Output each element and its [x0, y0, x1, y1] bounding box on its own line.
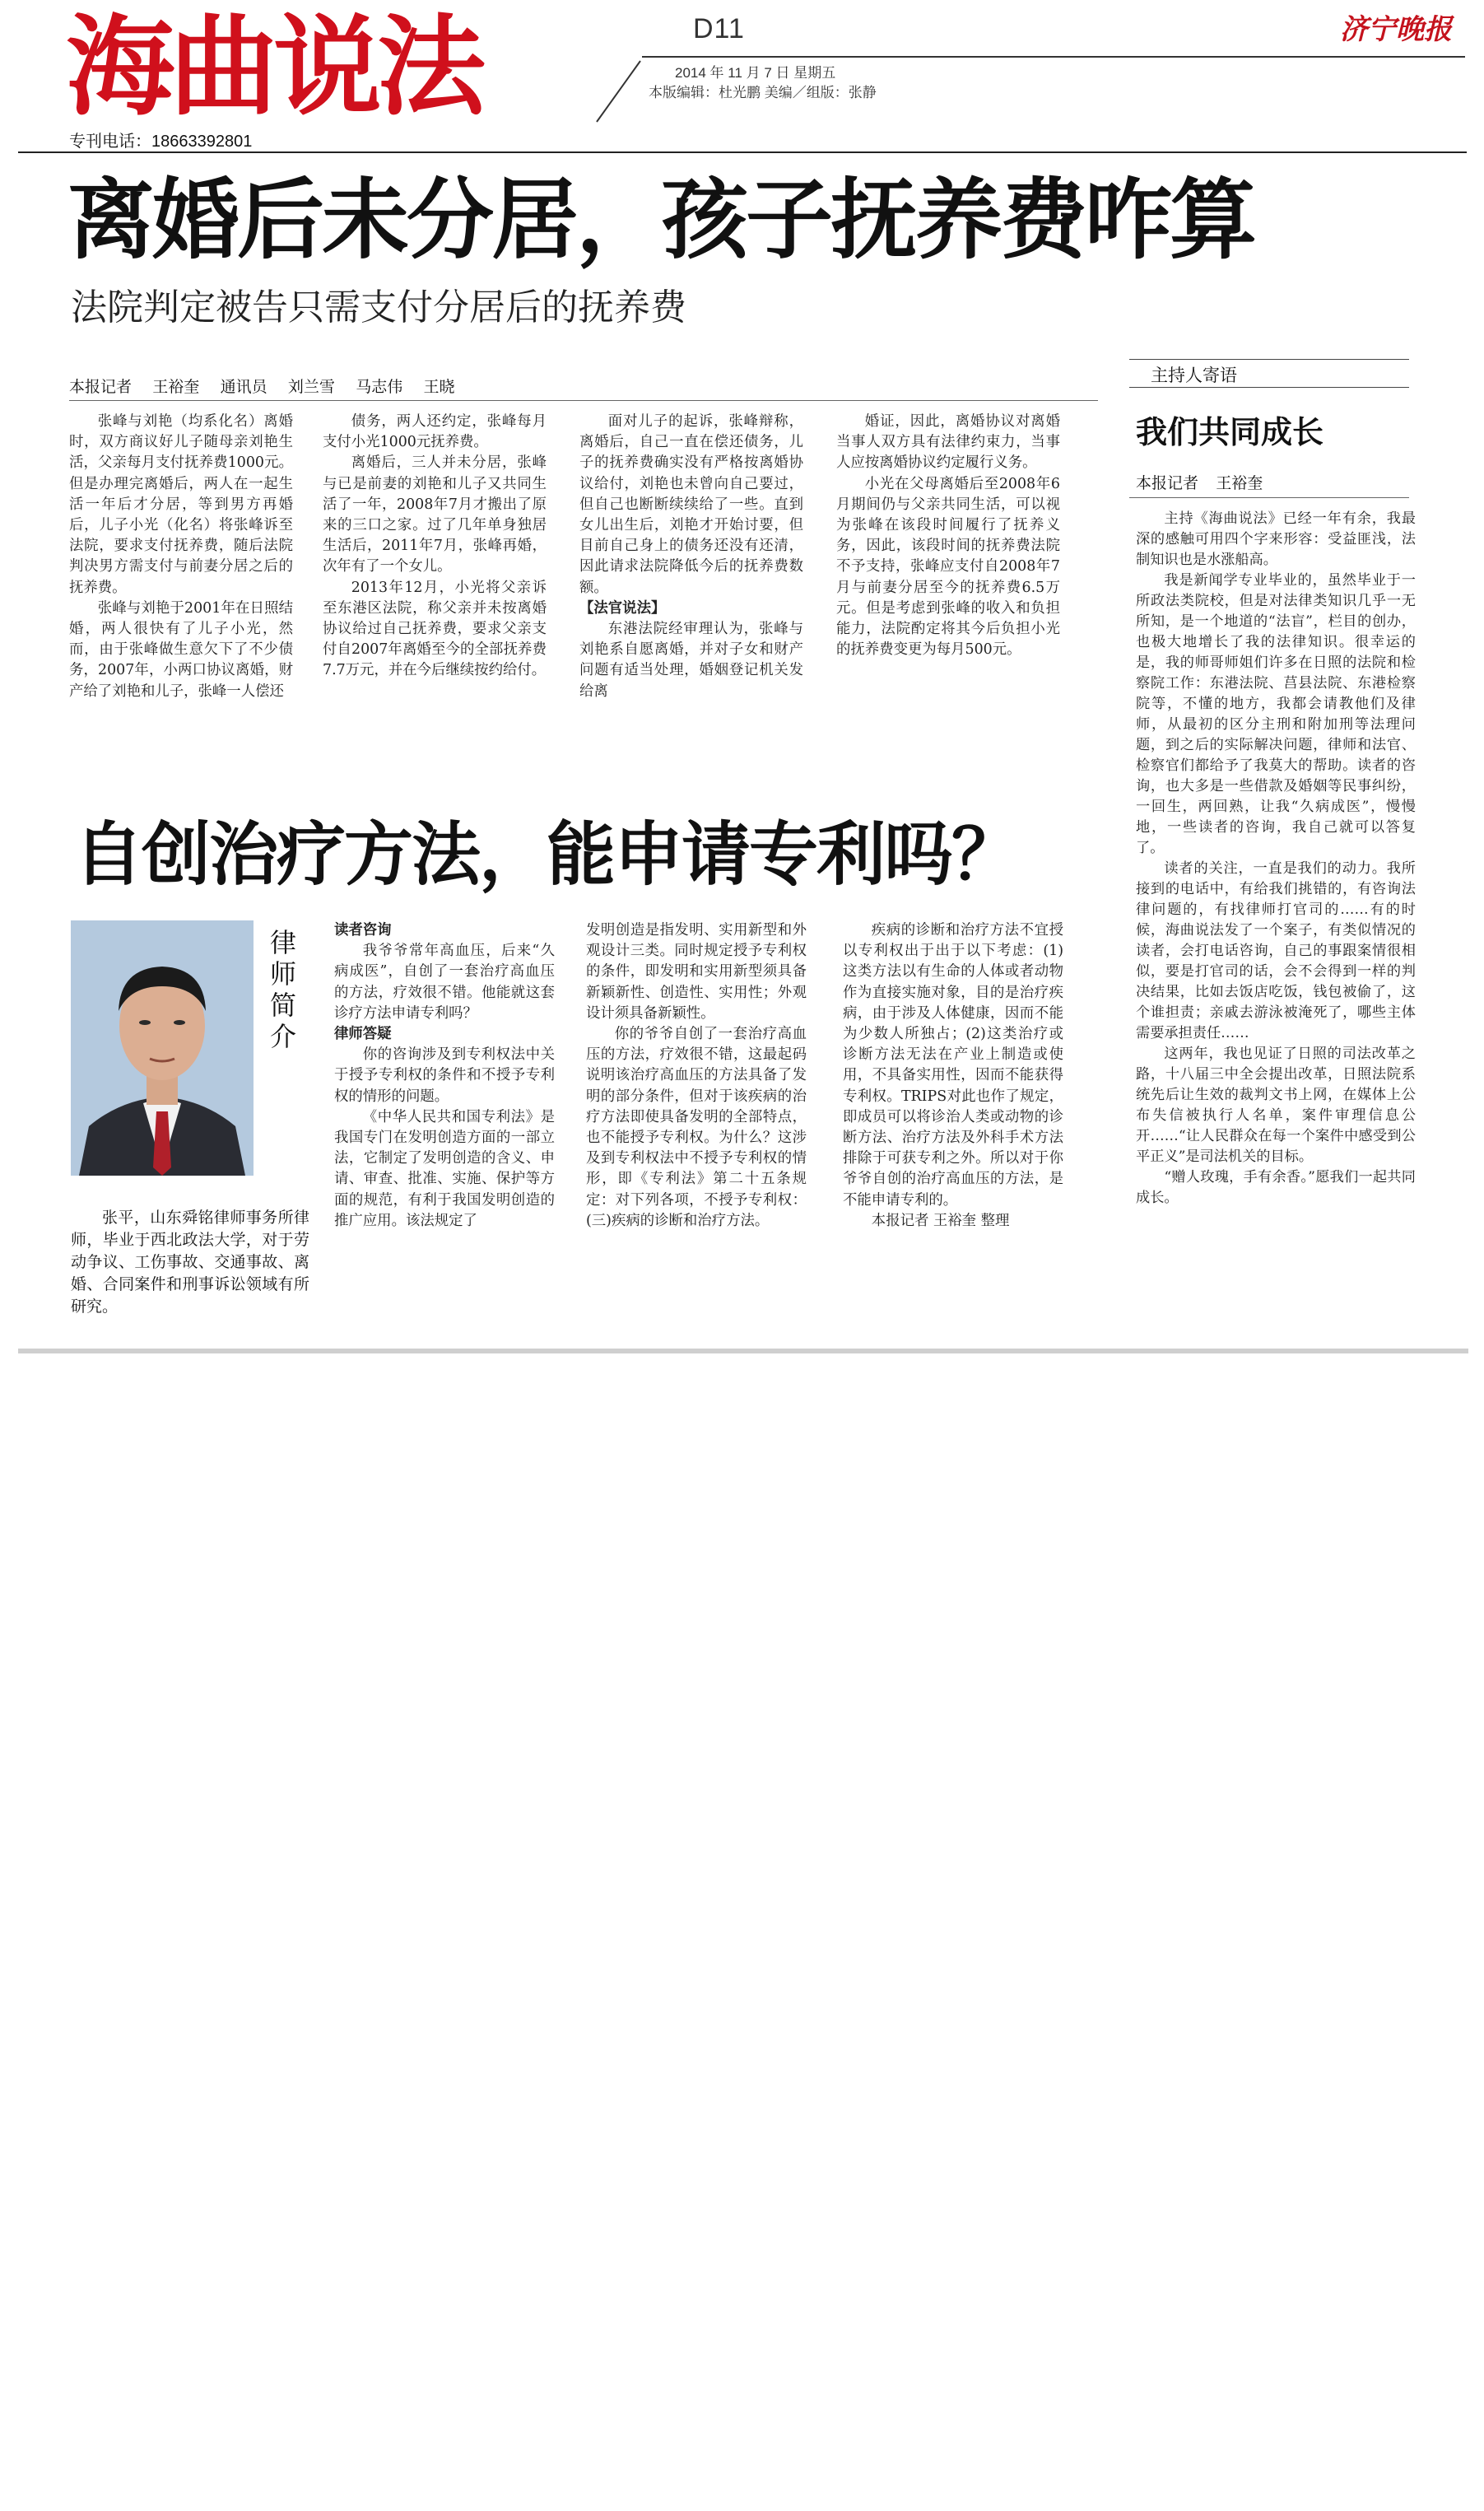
judge-comment-tag: 【法官说法】	[579, 599, 666, 617]
date-line: 2014 年 11 月 7 日 星期五	[675, 65, 836, 81]
article-1-column-3	[579, 412, 803, 766]
byline-name: 王裕奎	[152, 379, 200, 396]
editor-line: 本版编辑：杜光鹏 美编／组版：张静	[649, 85, 877, 100]
article-1-column-4	[836, 412, 1060, 766]
paragraph: 张峰与刘艳于2001年在日照结婚，两人很快有了儿子小光，然而，由于张峰做生意欠下了不少债务，2007年，小两口协议离婚，财产给了刘艳和儿子，张峰一人偿还	[69, 599, 293, 700]
article-1-column-2	[323, 412, 547, 766]
sidebar-byline	[1136, 471, 1276, 493]
masthead-slash-decoration	[593, 58, 642, 123]
section-title: 海曲说法	[66, 4, 481, 131]
byline-name: 王晓	[423, 379, 455, 396]
newspaper-logo: 济宁晚报	[1340, 13, 1452, 46]
article-1-subheadline: 法院判定被告只需支付分居后的抚养费	[71, 287, 686, 328]
article-2-column-1	[334, 920, 555, 1332]
byline-name: 王裕奎	[1216, 475, 1263, 492]
byline-name: 马志伟	[356, 379, 403, 396]
article-1-byline	[69, 375, 472, 397]
reader-question-heading: 读者咨询	[334, 922, 392, 939]
paragraph: 疾病的诊断和治疗方法不宜授以专利权出于出于以下考虑：(1)这类方法以有生命的人体或者动物作为直接实施对象，目的是治疗疾病，由于涉及人体健康，因而不能为少数人所独占；(2)这类治疗或诊断方法无法在产业上制造或使用，不具备实用性，因而不能获得专利权。TRIPS对此也作了规定，即成员可以将诊治人类或动物的诊断方法、治疗方法及外科手术方法排除于可获专利之外。所以对于你爷爷自创的治疗高血压的方法，是不能申请专利的。	[843, 922, 1063, 1209]
article-2-column-2	[586, 920, 807, 1332]
paragraph: 婚证，因此，离婚协议对离婚当事人双方具有法律约束力，当事人应按离婚协议约定履行义务。	[836, 413, 1060, 472]
byline-role: 本报记者	[69, 379, 133, 396]
paragraph: 面对儿子的起诉，张峰辩称，离婚后，自己一直在偿还债务，儿子的抚养费确实没有严格按离婚协议给付，刘艳也未曾向自己要过，但自己也断断续续给了一些。直到女儿出生后，刘艳才开始讨要，但目前自己身上的债务还没有还清，因此请求法院降低今后的抚养费数额。	[579, 413, 803, 596]
lawyer-answer-heading: 律师答疑	[334, 1026, 392, 1043]
sidebar-rule	[1129, 359, 1409, 360]
paragraph: 离婚后，三人并未分居，张峰与已是前妻的刘艳和儿子又共同生活了一年，2008年7月才搬出了原来的三口之家。过了几年单身独居生活后，2011年7月，张峰再婚，次年有了一个女儿。	[323, 454, 547, 575]
lawyer-portrait-photo	[71, 920, 254, 1176]
byline-role: 本报记者	[1136, 475, 1199, 492]
byline-rule	[69, 400, 1098, 401]
paragraph: 这两年，我也见证了日照的司法改革之路，十八届三中全会提出改革，日照法院系统先后让生效的裁判文书上网，在媒体上公布失信被执行人名单，案件审理信息公开……“让人民群众在每一个案件中感受到公平正义”是司法机关的目标。	[1136, 1046, 1416, 1165]
paragraph: “赠人玫瑰，手有余香。”愿我们一起共同成长。	[1136, 1169, 1416, 1206]
paragraph: 你的咨询涉及到专利权法中关于授予专利权的条件和不授予专利权的情形的问题。	[334, 1046, 555, 1105]
paragraph: 我是新闻学专业毕业的，虽然毕业于一所政法类院校，但是对法律类知识几乎一无所知，是一个地道的“法盲”，栏目的创办，也极大地增长了我的法律知识。很幸运的是，我的师哥师姐们许多在日照的法院和检察院工作：东港法院、莒县法院、东港检察院等，不懂的地方，我都会请教他们及律师，从最初的区分主刑和附加刑等法理问题，到之后的实际解决问题，律师和法官、检察官们都给予了我莫大的帮助。读者的咨询，也大多是一些借款及婚姻等民事纠纷，一回生，两回熟，让我“久病成医”，慢慢地，一些读者的咨询，我自己就可以答复了。	[1136, 572, 1416, 856]
paragraph: 你的爷爷自创了一套治疗高血压的方法，疗效很不错，这最起码说明该治疗高血压的方法具备了发明的部分条件，但对于该疾病的治疗方法即使具备发明的全部特点，也不能授予专利权。为什么？这涉及到专利权法中不授予专利权的情形，即《专利法》第二十五条规定：对下列各项，不授予专利权：(三)疾病的诊断和治疗方法。	[586, 1026, 807, 1229]
paragraph: 2013年12月，小光将父亲诉至东港区法院，称父亲并未按离婚协议给过自己抚养费，要求父亲支付自2007年离婚至今的全部抚养费7.7万元，并在今后继续按约给付。	[323, 579, 547, 679]
masthead-rule	[642, 56, 1465, 58]
sidebar-rule	[1129, 497, 1409, 498]
page-bottom-rule	[18, 1349, 1468, 1353]
paragraph: 发明创造是指发明、实用新型和外观设计三类。同时规定授予专利权的条件，即发明和实用新型须具备新颖新性、创造性、实用性；外观设计须具备新颖性。	[586, 922, 807, 1022]
sidebar-tag: 主持人寄语	[1151, 366, 1237, 385]
page-number: D11	[693, 13, 745, 44]
byline-name: 刘兰雪	[287, 379, 335, 396]
paragraph: 《中华人民共和国专利法》是我国专门在发明创造方面的一部立法，它制定了发明创造的含义、申请、审查、批准、实施、保护等方面的规范，有利于我国发明创造的推广应用。该法规定了	[334, 1108, 555, 1229]
header-rule	[18, 151, 1467, 153]
sidebar-body	[1136, 509, 1416, 1209]
paragraph: 东港法院经审理认为，张峰与刘艳系自愿离婚，并对子女和财产问题有适当处理，婚姻登记机关发给离	[579, 621, 803, 700]
paragraph: 债务，两人还约定，张峰每月支付小光1000元抚养费。	[323, 413, 547, 451]
paragraph: 小光在父母离婚后至2008年6月期间仍与父亲共同生活，可以视为张峰在该段时间履行了抚养义务，因此，该段时间的抚养费法院不予支持，张峰应支付自2008年7月与前妻分居至今的抚养费6.5万元。但是考虑到张峰的收入和负担能力，法院酌定将其今后负担小光的抚养费变更为每月500元。	[836, 475, 1060, 659]
paragraph: 我爷爷常年高血压，后来“久病成医”，自创了一套治疗高血压的方法，疗效很不错。他能就这套诊疗方法申请专利吗？	[334, 943, 555, 1022]
article-1-column-1	[69, 412, 293, 766]
article-1-headline: 离婚后未分居，孩子抚养费咋算	[67, 170, 1254, 271]
byline-role: 通讯员	[220, 379, 267, 396]
sidebar-title: 我们共同成长	[1136, 414, 1324, 450]
article-2-headline: 自创治疗方法，能申请专利吗？	[74, 814, 1020, 895]
hotline: 专刊电话：18663392801	[69, 133, 253, 151]
paragraph: 张峰与刘艳（均系化名）离婚时，双方商议好儿子随母亲刘艳生活，父亲每月支付抚养费1000元。但是办理完离婚后，两人在一起生活一年后才分居，等到男方再婚后，儿子小光（化名）将张峰诉至法院，要求支付抚养费，随后法院判决男方需支付与前妻分居之后的抚养费。	[69, 413, 293, 596]
lawyer-bio: 张平，山东舜铭律师事务所律师，毕业于西北政法大学，对于劳动争议、工伤事故、交通事故、离婚、合同案件和刑事诉讼领域有所研究。	[71, 1209, 309, 1316]
lawyer-intro-label: 律师简介	[269, 927, 296, 1052]
paragraph: 读者的关注，一直是我们的动力。我所接到的电话中，有给我们挑错的，有咨询法律问题的，有找律师打官司的……有的时候，海曲说法发了一个案子，有类似情况的读者，会打电话咨询，自己的事跟案情很相似，要是打官司的话，会不会得到一样的判决结果，比如去饭店吃饭，钱包被偷了，这个谁担责；亲戚去游泳被淹死了，哪些主体需要承担责任……	[1136, 860, 1416, 1041]
paragraph: 主持《海曲说法》已经一年有余，我最深的感触可用四个字来形容：受益匪浅，法制知识也是水涨船高。	[1136, 510, 1416, 568]
article-2-signoff: 本报记者 王裕奎 整理	[871, 1212, 1010, 1229]
article-2-column-3	[843, 920, 1063, 1332]
sidebar-rule	[1129, 387, 1409, 388]
